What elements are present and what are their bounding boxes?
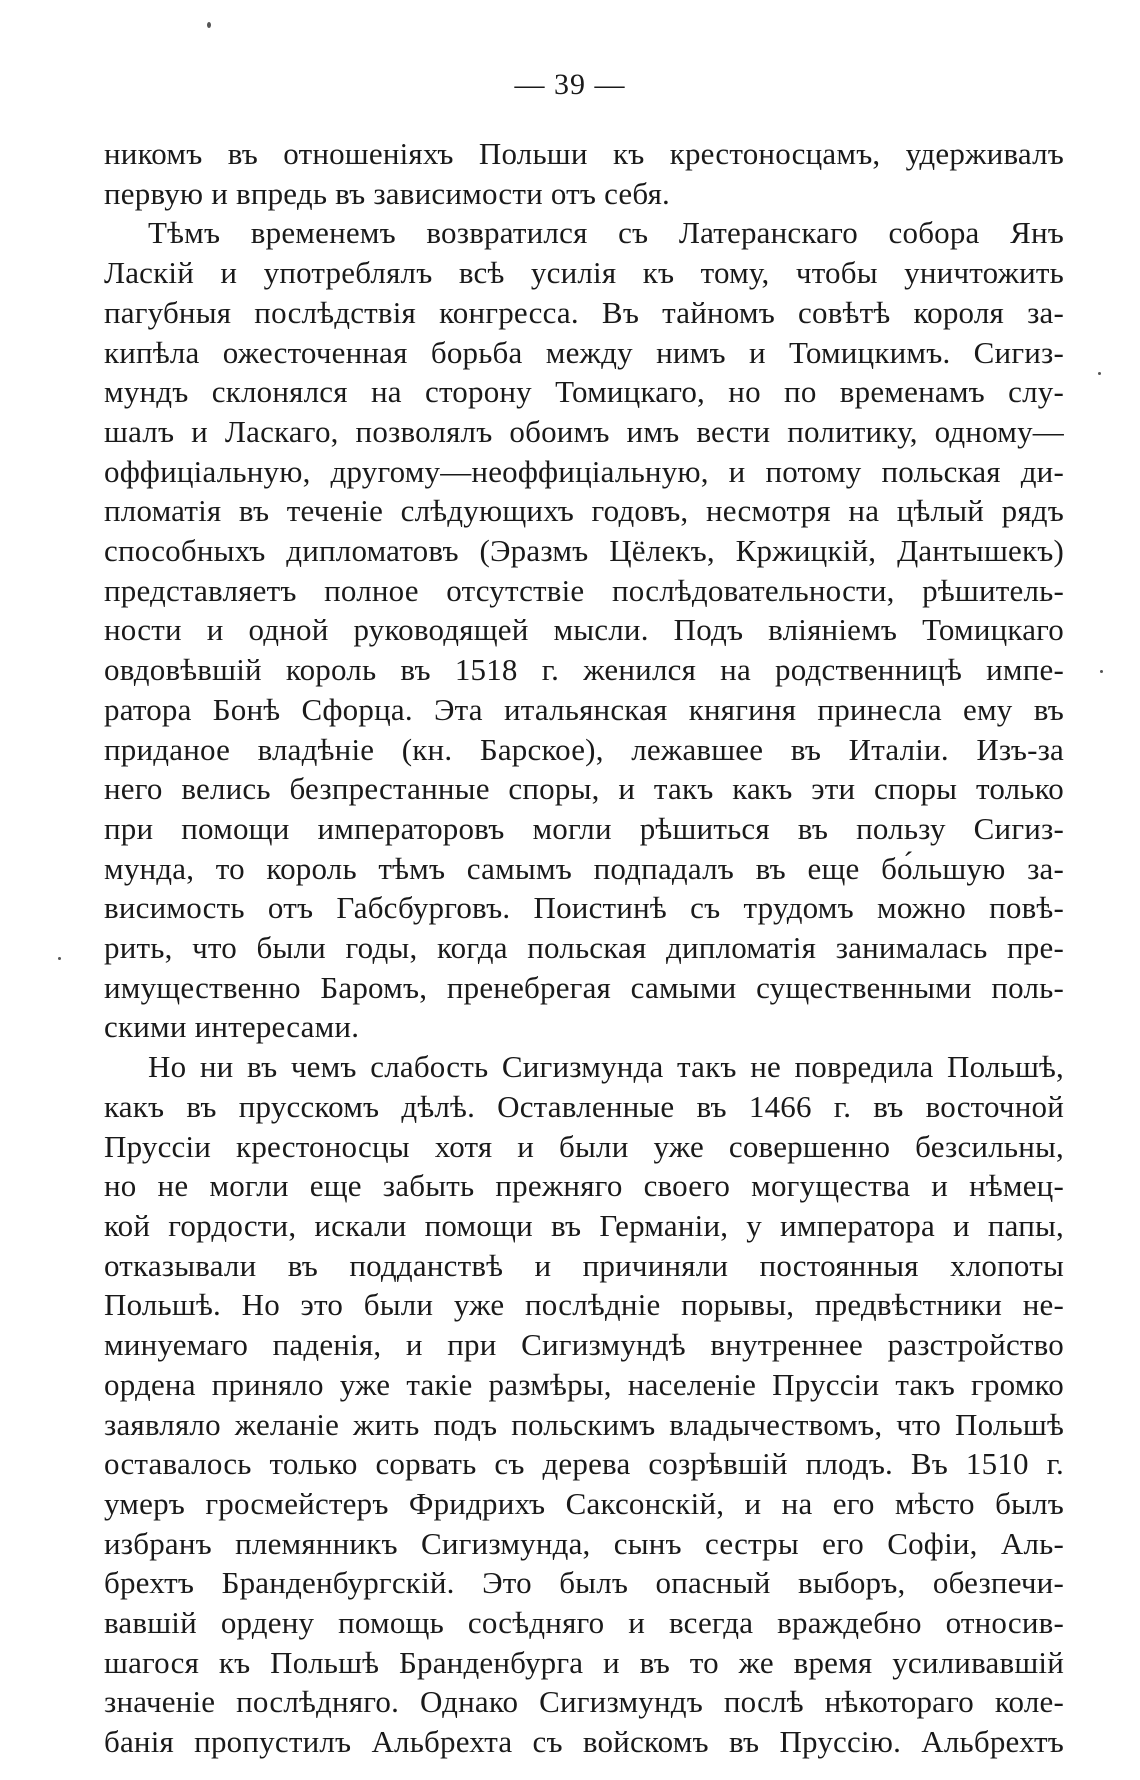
text-line: кипѣла ожесточенная борьба между нимъ и Томицкимъ. Сигиз- — [104, 334, 1064, 370]
scan-speck — [58, 957, 61, 960]
text-line: Но ни въ чемъ слабость Сигизмунда такъ не повредила Польшѣ, — [148, 1049, 1064, 1085]
text-line: него велись безпрестанные споры, и такъ какъ эти споры только — [104, 771, 1064, 807]
text-line: значеніе послѣдняго. Однако Сигизмундъ послѣ нѣкотораго коле- — [104, 1684, 1064, 1720]
text-line: умеръ гросмейстеръ Фридрихъ Саксонскій, и на его мѣсто былъ — [104, 1485, 1064, 1521]
text-line: имущественно Баромъ, пренебрегая самыми существенными поль- — [104, 969, 1064, 1005]
text-line: брехтъ Бранденбургскій. Это былъ опасный выборъ, обезпечи- — [104, 1565, 1064, 1601]
text-line: Польшѣ. Но это были уже послѣдніе порывы, предвѣстники не- — [104, 1287, 1064, 1323]
body-text — [104, 134, 1064, 1762]
paragraph-prussia — [104, 1047, 1064, 1762]
text-line: оффиціальную, другому—неоффиціальную, и потому польская ди- — [104, 453, 1064, 489]
text-line: отказывали въ подданствѣ и причиняли постоянныя хлопоты — [104, 1247, 1064, 1283]
text-line: мунда, то король тѣмъ самымъ подпадалъ въ еще бо́льшую за- — [104, 850, 1064, 886]
page-number: — 39 — — [514, 68, 626, 101]
text-line: при помощи императоровъ могли рѣшиться въ пользу Сигиз- — [104, 810, 1064, 846]
text-line: банія пропустилъ Альбрехта съ войскомъ въ Пруссію. Альбрехтъ — [104, 1724, 1064, 1760]
text-line: представляетъ полное отсутствіе послѣдовательности, рѣшитель- — [104, 572, 1064, 608]
text-line: мундъ склонялся на сторону Томицкаго, но по временамъ слу- — [104, 374, 1064, 410]
text-line: вавшій ордену помощь сосѣдняго и всегда враждебно относив- — [104, 1605, 1064, 1641]
text-line: способныхъ дипломатовъ (Эразмъ Цёлекъ, Кржицкій, Дантышекъ) — [104, 533, 1064, 569]
scan-speck — [1098, 372, 1101, 375]
text-line: никомъ въ отношеніяхъ Польши къ крестоносцамъ, удерживалъ — [104, 136, 1064, 171]
text-line: приданое владѣніе (кн. Барское), лежавшее въ Италіи. Изъ-за — [104, 731, 1064, 767]
text-line: Тѣмъ временемъ возвратился съ Латеранскаго собора Янъ — [148, 215, 1064, 251]
text-line: скими интересами. — [104, 1009, 360, 1045]
text-line: пагубныя послѣдствія конгресса. Въ тайномъ совѣтѣ короля за- — [104, 294, 1064, 330]
text-line: висимость отъ Габсбурговъ. Поистинѣ съ трудомъ можно повѣ- — [104, 890, 1064, 926]
text-line: Пруссіи крестоносцы хотя и были уже совершенно безсильны, — [104, 1128, 1064, 1164]
text-line: ности и одной руководящей мысли. Подъ вліяніемъ Томицкаго — [104, 612, 1064, 648]
text-line: шалъ и Ласкаго, позволялъ обоимъ имъ вести политику, одному— — [104, 413, 1064, 449]
text-line: какъ въ прусскомъ дѣлѣ. Оставленные въ 1466 г. въ восточной — [104, 1088, 1064, 1124]
text-line: заявляло желаніе жить подъ польскимъ владычествомъ, что Польшѣ — [104, 1406, 1064, 1442]
text-line: шагося къ Польшѣ Бранденбурга и въ то же время усиливавшій — [104, 1644, 1064, 1680]
text-line: ратора Бонѣ Сфорца. Эта итальянская княгиня принесла ему въ — [104, 691, 1064, 727]
text-line: избранъ племянникъ Сигизмунда, сынъ сестры его Софіи, Аль- — [104, 1525, 1064, 1561]
text-line: овдовѣвшій король въ 1518 г. женился на родственницѣ импе- — [104, 652, 1064, 688]
scan-speck — [207, 22, 211, 28]
text-line: минуемаго паденія, и при Сигизмундѣ внутреннее разстройство — [104, 1327, 1064, 1363]
text-line: Ласкій и употреблялъ всѣ усилія къ тому, чтобы уничтожить — [104, 255, 1064, 291]
text-line: пломатія въ теченіе слѣдующихъ годовъ, несмотря на цѣлый рядъ — [104, 493, 1064, 529]
text-line: ордена приняло уже такіе размѣры, населеніе Пруссіи такъ громко — [104, 1366, 1064, 1402]
paragraph-continuation — [104, 134, 1064, 213]
text-line: первую и впредь въ зависимости отъ себя. — [104, 175, 670, 211]
scan-speck — [1100, 670, 1103, 673]
text-line: но не могли еще забыть прежняго своего могущества и нѣмец- — [104, 1168, 1064, 1204]
paragraph-laski — [104, 213, 1064, 1047]
text-line: рить, что были годы, когда польская дипломатія занималась пре- — [104, 930, 1064, 966]
text-line: оставалось только сорвать съ дерева созрѣвшій плодъ. Въ 1510 г. — [104, 1446, 1064, 1482]
text-line: кой гордости, искали помощи въ Германіи, у императора и папы, — [104, 1207, 1064, 1243]
